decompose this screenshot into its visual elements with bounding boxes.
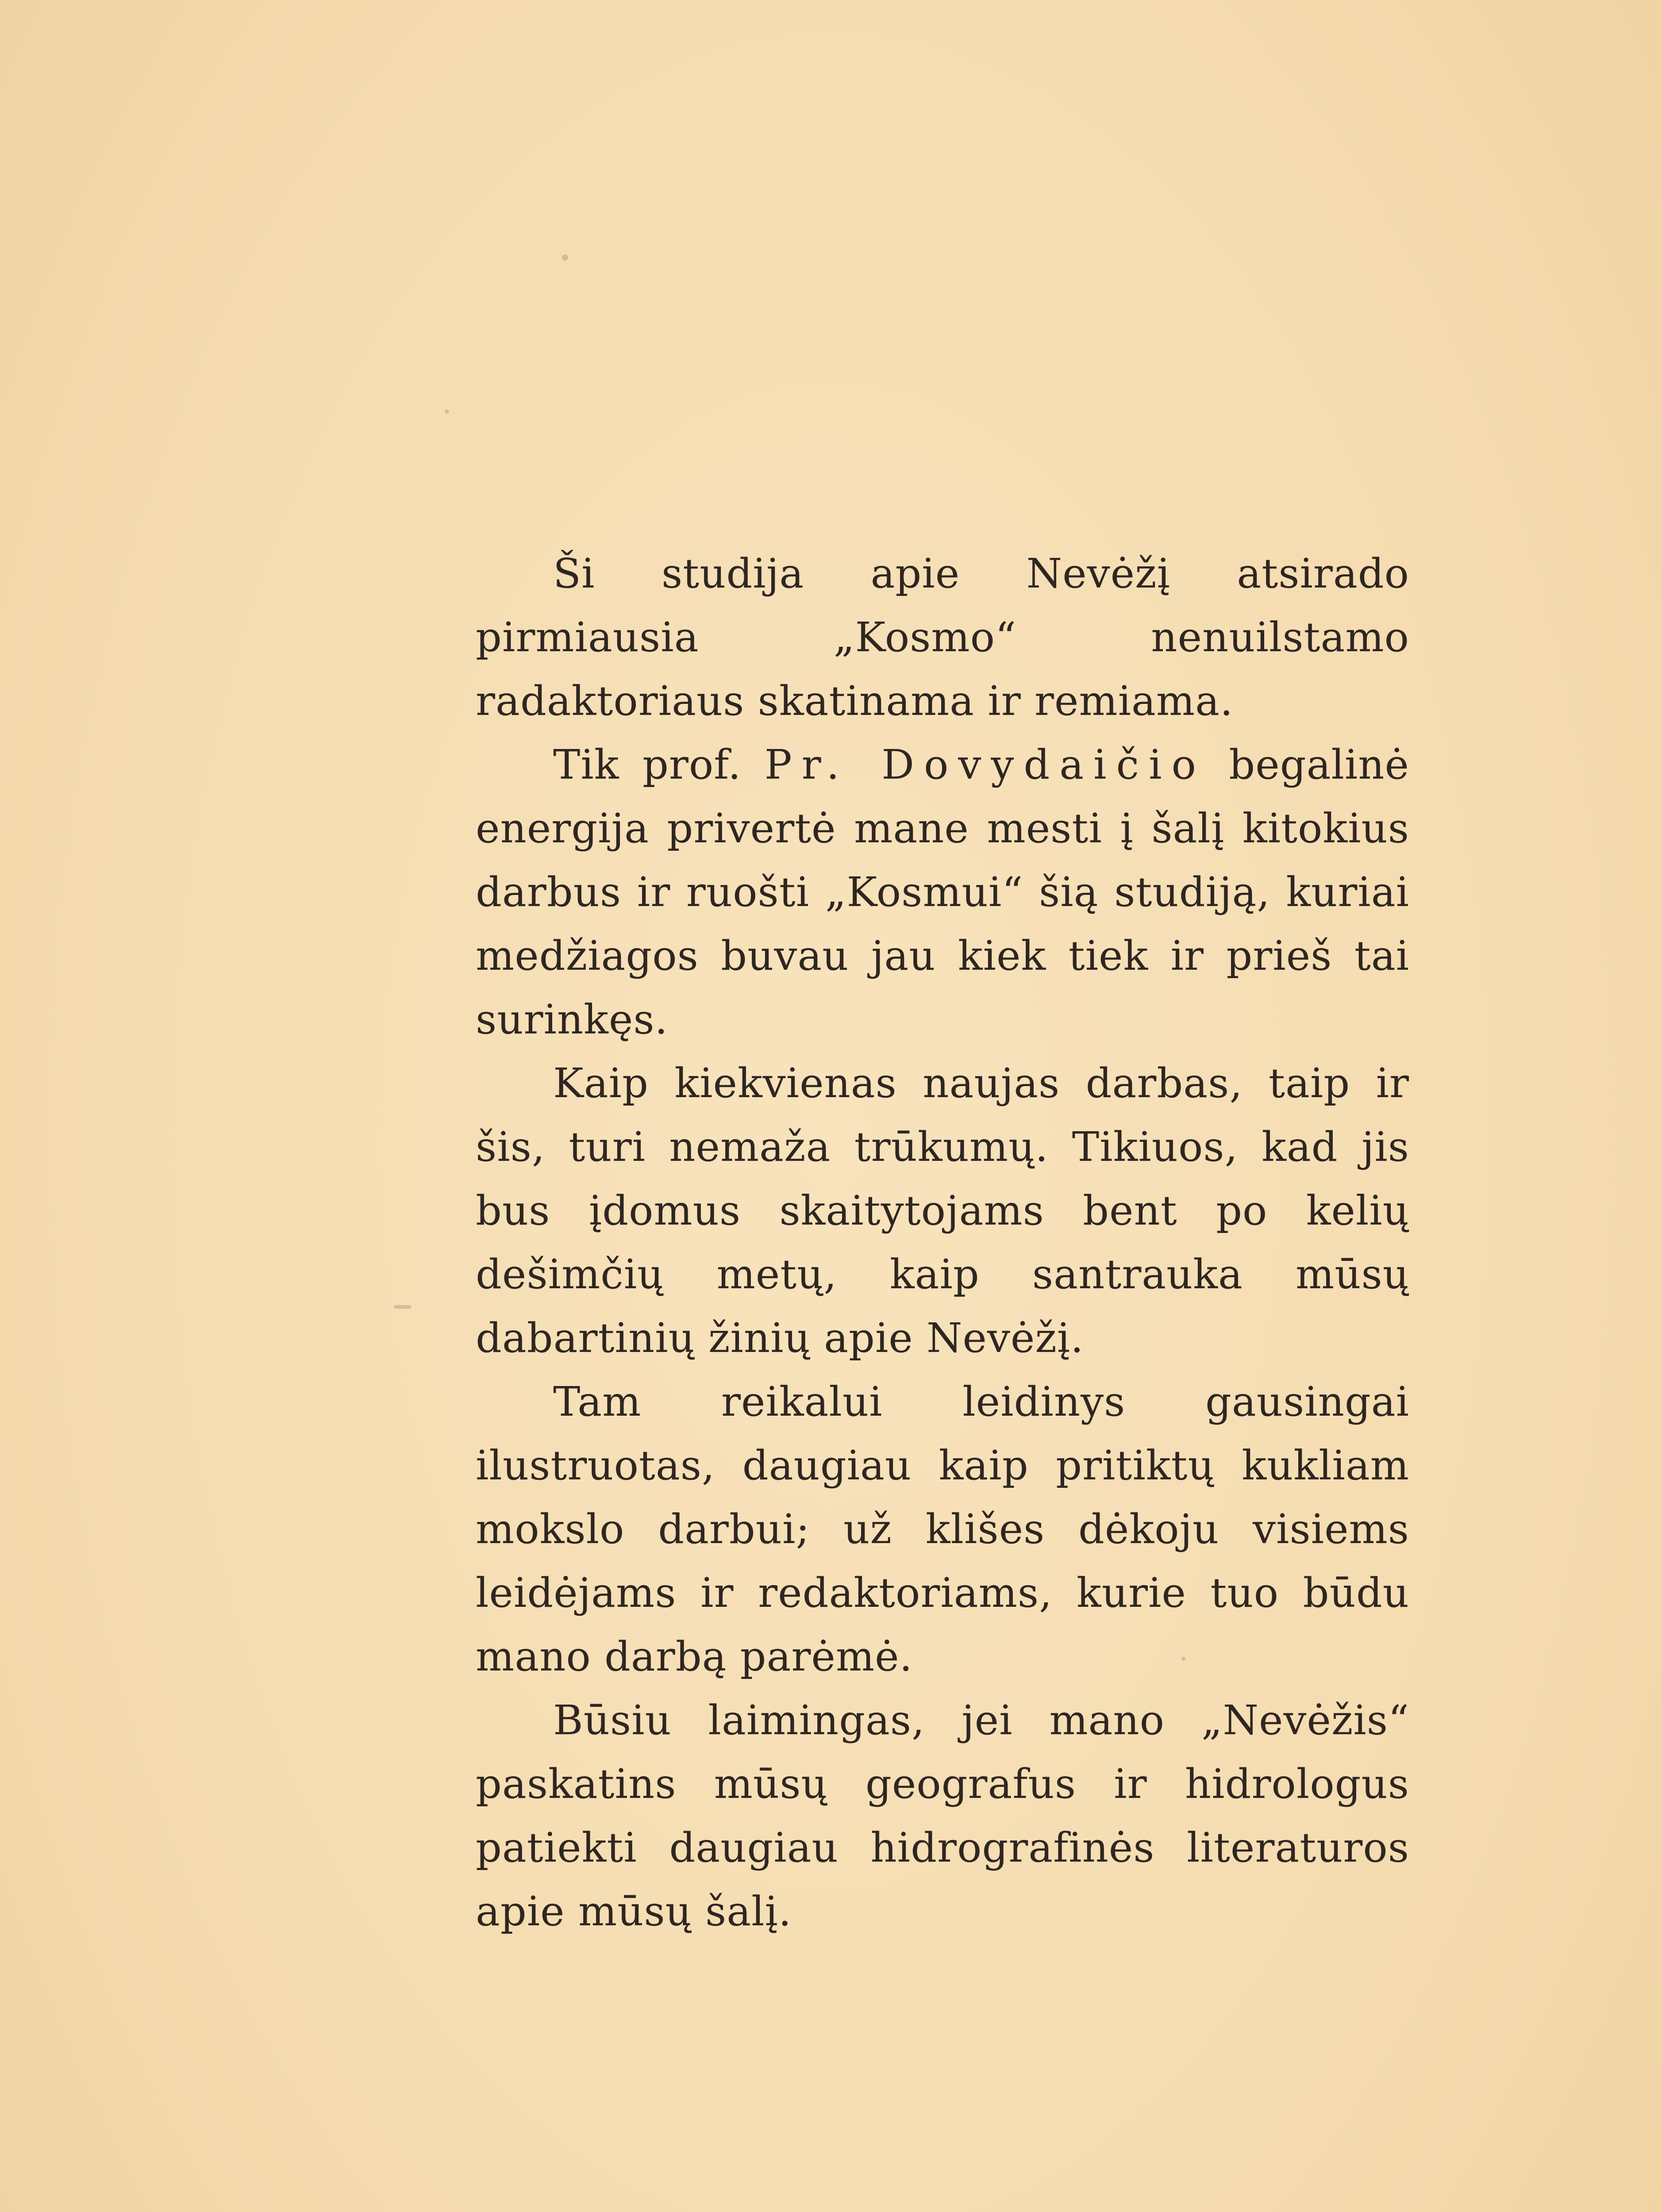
paragraph-3 [476, 1052, 1409, 1370]
paper-speck [394, 1305, 412, 1309]
paragraph-2 [476, 733, 1409, 1052]
author-name-spaced: Pr. Dovydaičio [764, 741, 1206, 788]
paragraph-5 [476, 1689, 1409, 1943]
paragraph-1-text: Ši studija apie Nevėžį atsirado pirmiausia „Kosmo“ nenuilstamo radaktoriaus skatinama ir remiama. [476, 550, 1409, 725]
paragraph-4 [476, 1370, 1409, 1689]
paragraph-4-text: Tam reikalui leidinys gausingai ilustruotas, daugiau kaip pritiktų kukliam mokslo darbui; už klišes dėkoju visiems leidėjams ir redaktoriams, kurie tuo būdu mano darbą parėmė. [476, 1378, 1409, 1680]
paragraph-5-text: Būsiu laimingas, jei mano „Nevėžis“ paskatins mūsų geografus ir hidrologus patiekti daugiau hidrografinės literaturos apie mūsų šalį. [476, 1697, 1409, 1935]
paragraph-2-rest: begalinė energija privertė mane mesti į šalį kitokius darbus ir ruošti „Kosmui“ šią studiją, kuriai medžiagos buvau jau kiek tiek ir prieš tai surinkęs. [476, 741, 1409, 1043]
preface-text [476, 542, 1409, 1943]
paragraph-2-lead: Tik prof. [553, 741, 765, 788]
paper-speck [445, 409, 449, 414]
paper-speck [562, 254, 568, 261]
paragraph-3-text: Kaip kiekvienas naujas darbas, taip ir šis, turi nemaža trūkumų. Tikiuos, kad jis bus įdomus skaitytojams bent po kelių dešimčių metų, kaip santrauka mūsų dabartinių žinių apie Nevėžį. [476, 1060, 1409, 1362]
paragraph-1 [476, 542, 1409, 733]
